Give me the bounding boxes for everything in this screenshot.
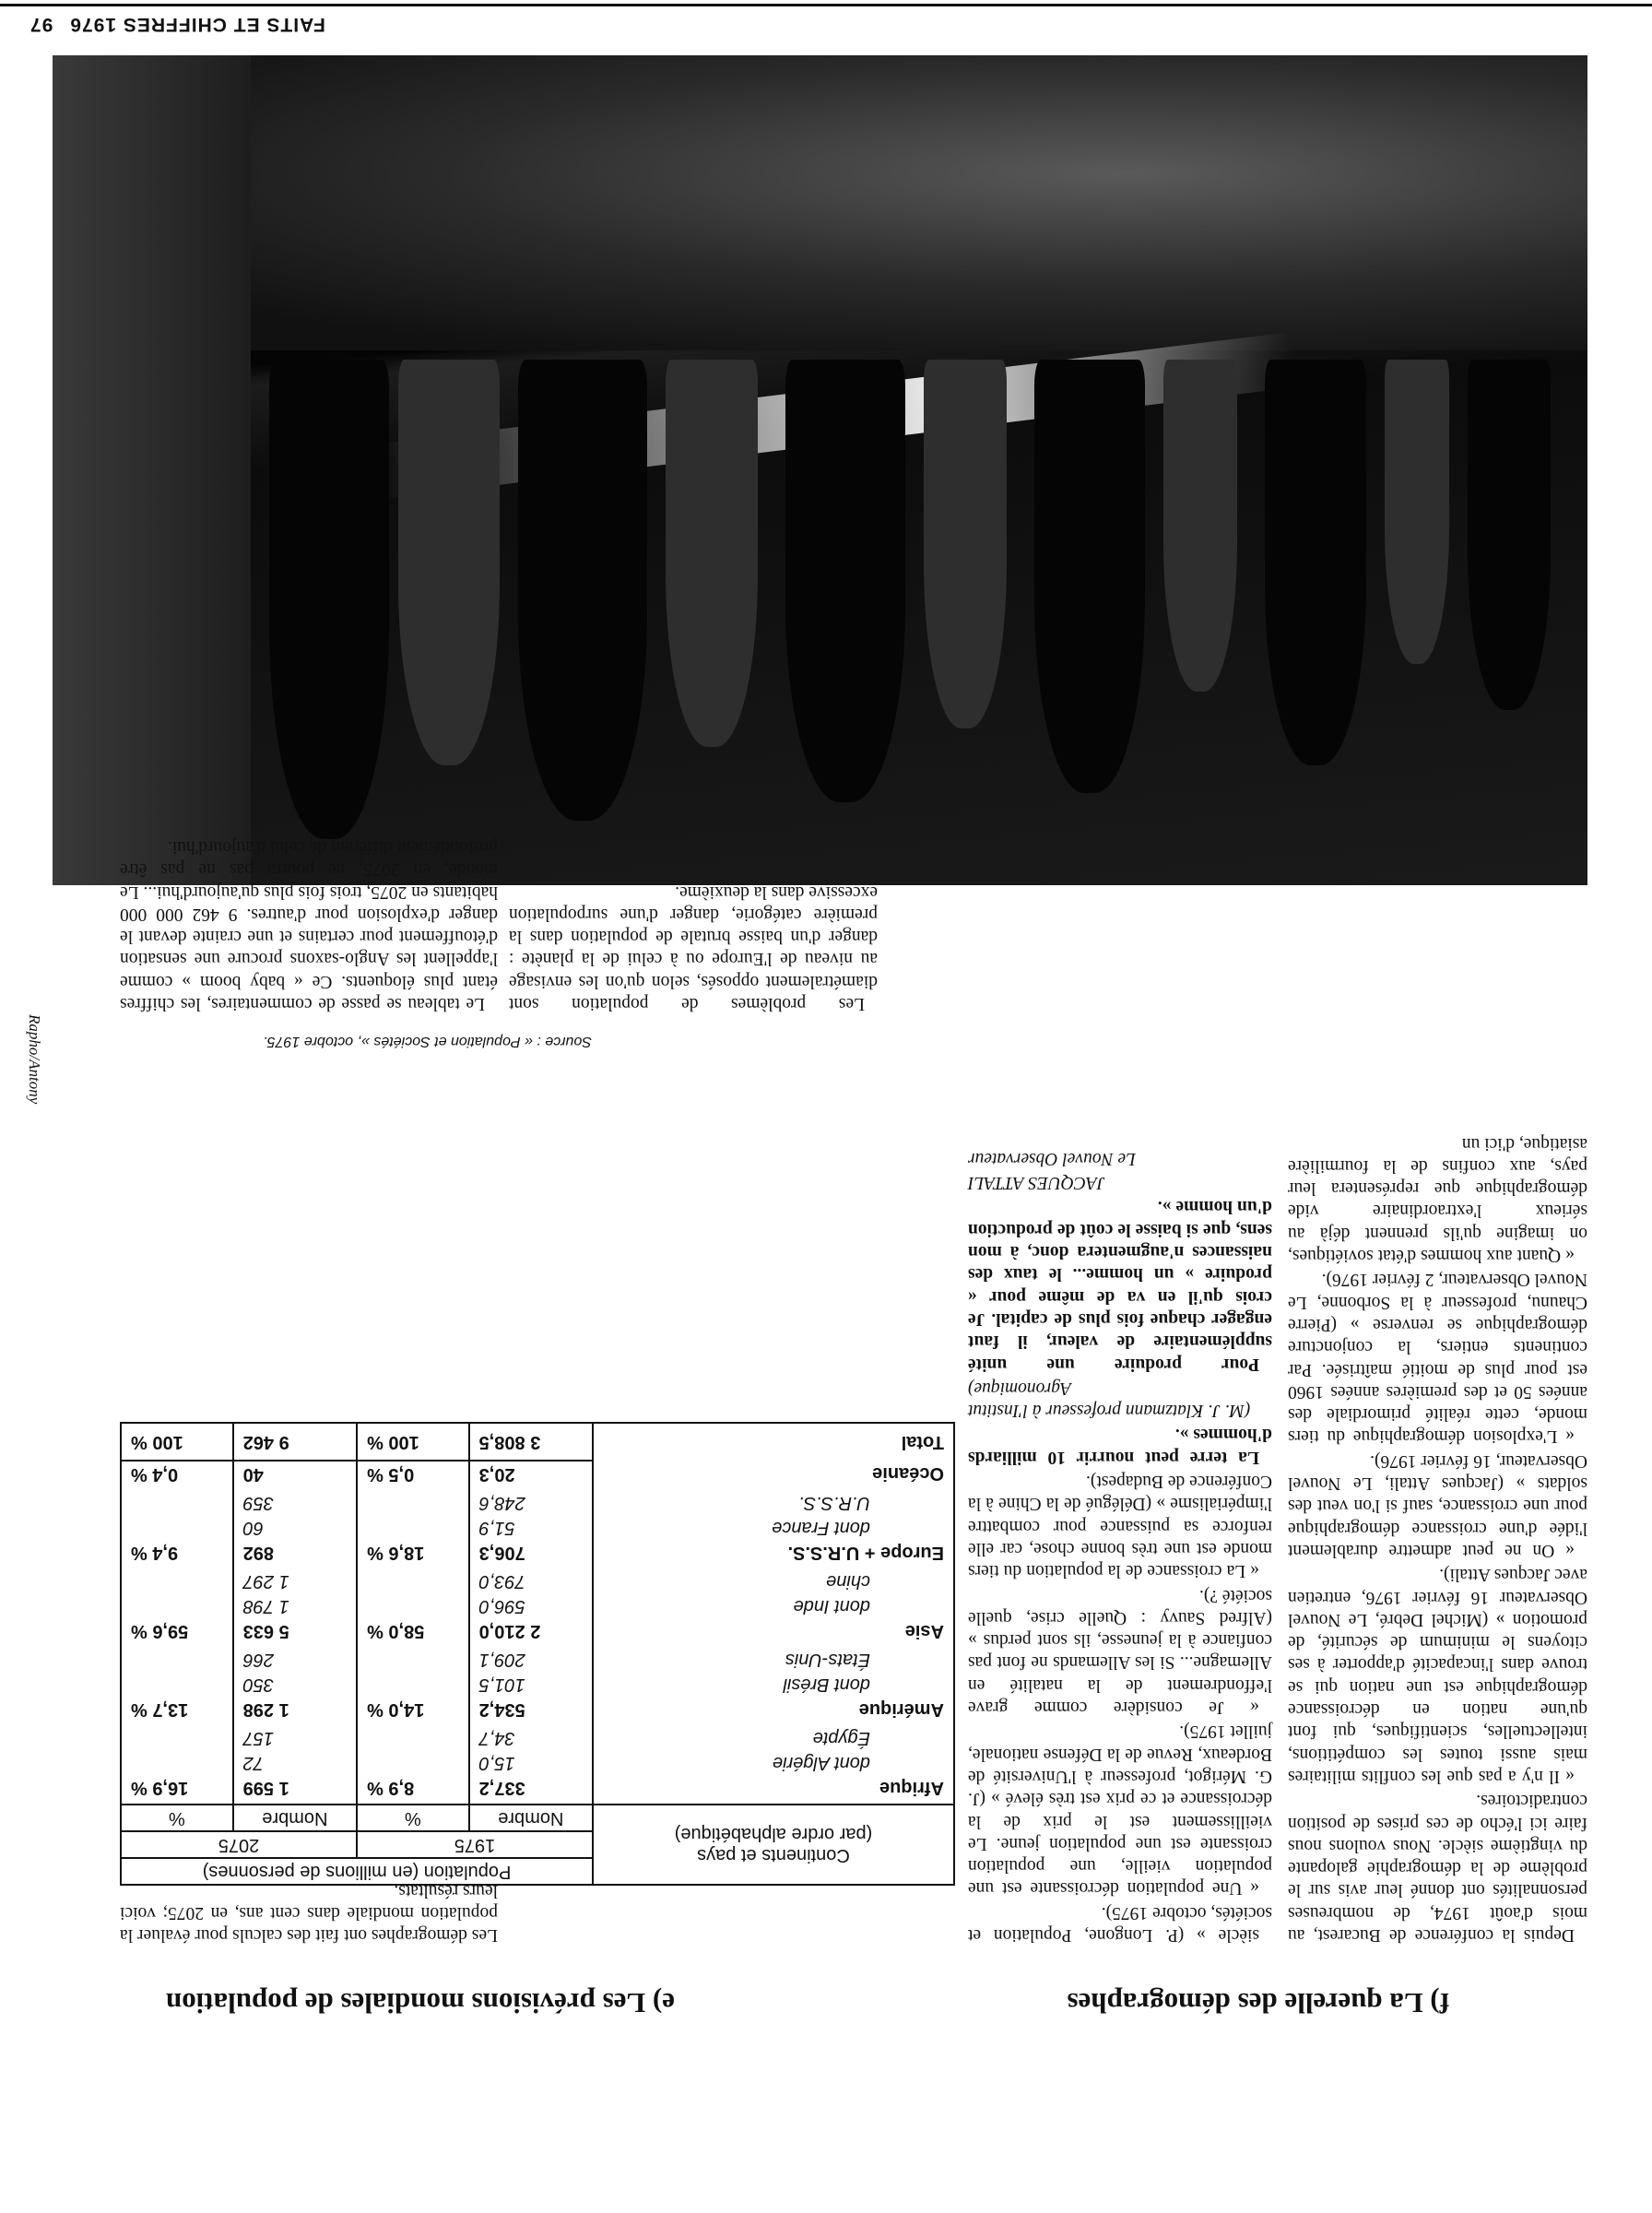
table-cell-name: Total xyxy=(593,1423,954,1461)
table-cell-n1975: 596,0 xyxy=(469,1593,593,1618)
table-cell-p1975 xyxy=(357,1515,469,1540)
table-cell-n2075: 9 462 xyxy=(233,1423,357,1461)
table-cell-n2075: 157 xyxy=(233,1725,357,1750)
table-cell-name: dont Inde xyxy=(593,1593,954,1618)
photo-figure xyxy=(269,360,389,839)
table-cell-n1975: 51,9 xyxy=(469,1515,593,1540)
photo-figure xyxy=(924,360,1007,728)
photo-sky xyxy=(53,55,1587,350)
table-cell-n1975: 15,0 xyxy=(469,1750,593,1775)
quote-paragraph: La terre peut nourrir 10 milliards d'hommes ». xyxy=(968,1425,1272,1467)
table-cell-name: Afrique xyxy=(593,1775,954,1805)
table-row xyxy=(121,1423,954,1461)
photo-figure xyxy=(518,360,647,821)
table-cell-n1975: 34,7 xyxy=(469,1725,593,1750)
table-cell-n2075: 1 298 xyxy=(233,1697,357,1725)
photo-figure xyxy=(666,360,758,747)
table-cell-p2075: 100 % xyxy=(121,1423,233,1461)
table-cell-n1975: 20,3 xyxy=(469,1461,593,1490)
table-cell-p1975 xyxy=(357,1490,469,1515)
page-number: 97 xyxy=(30,14,53,35)
running-header xyxy=(30,13,546,35)
table-row xyxy=(121,1540,954,1568)
table-cell-p2075 xyxy=(121,1750,233,1775)
table-cell-p2075: 59,6 % xyxy=(121,1618,233,1647)
table-cell-p1975 xyxy=(357,1568,469,1593)
table-cell-p1975 xyxy=(357,1750,469,1775)
table-cell-p1975 xyxy=(357,1647,469,1672)
table-cell-p1975: 100 % xyxy=(357,1423,469,1461)
table-header-population: Population (en millions de personnes) xyxy=(121,1858,593,1885)
table-row xyxy=(121,1490,954,1515)
table-cell-p2075 xyxy=(121,1515,233,1540)
photo-figure xyxy=(398,360,500,765)
table-cell-p1975: 14,0 % xyxy=(357,1697,469,1725)
table-cell-n1975: 337,2 xyxy=(469,1775,593,1805)
section-f-title: f) La querelle des démographes xyxy=(1067,1987,1449,2019)
table-cell-p2075 xyxy=(121,1672,233,1697)
section-e-column-2 xyxy=(120,835,498,1014)
table-cell-p2075: 9,4 % xyxy=(121,1540,233,1568)
photo-credit: Rapho/Antony xyxy=(26,1014,43,1105)
journal-title: FAITS ET CHIFFRES 1976 xyxy=(69,14,325,35)
population-table-body xyxy=(121,1423,954,1805)
section-e-column-1 xyxy=(509,880,878,1014)
quote-source: Le Nouvel Observateur xyxy=(968,1148,1136,1168)
table-row xyxy=(121,1568,954,1593)
table-cell-p2075 xyxy=(121,1593,233,1618)
table-cell-n2075: 1 599 xyxy=(233,1775,357,1805)
header-continents: Continents et pays xyxy=(697,1845,850,1866)
quote-paragraph: « La croissance de la population du tiers monde est une très bonne chose, car elle renforce sa puissance pour combattre l'impérialisme » (Délégué de la Chine à la Conférence de Budapest). xyxy=(968,1472,1272,1581)
table-cell-n2075: 1 798 xyxy=(233,1593,357,1618)
table-cell-p2075: 13,7 % xyxy=(121,1697,233,1725)
photo-figure xyxy=(1468,360,1551,710)
table-header-pct: % xyxy=(121,1805,233,1831)
quote-paragraph: « Quant aux hommes d'état soviétiques, on imagine qu'ils prennent déjà au sérieux l'extraordinaire vide démographique que représentera leur pays, aux confins de la fourmilière asiatique, d'ici un xyxy=(1288,1133,1587,1266)
table-row xyxy=(121,1515,954,1540)
header-order: (par ordre alphabétique) xyxy=(674,1824,873,1845)
table-cell-name: chine xyxy=(593,1568,954,1593)
table-cell-name: Amérique xyxy=(593,1697,954,1725)
photo-figure xyxy=(1265,360,1366,765)
table-cell-n1975: 209,1 xyxy=(469,1647,593,1672)
table-cell-n1975: 3 808,5 xyxy=(469,1423,593,1461)
photo-figure xyxy=(1385,360,1449,664)
table-cell-p2075 xyxy=(121,1725,233,1750)
table-row xyxy=(121,1775,954,1805)
table-cell-name: dont Algérie xyxy=(593,1750,954,1775)
section-e-title: e) Les prévisions mondiales de population xyxy=(165,1987,675,2019)
table-cell-n1975: 534,2 xyxy=(469,1697,593,1725)
table-header-year-1975: 1975 xyxy=(357,1831,593,1858)
table-cell-n1975: 706,3 xyxy=(469,1540,593,1568)
table-cell-p2075: 16,9 % xyxy=(121,1775,233,1805)
crowd-photo xyxy=(53,55,1587,885)
table-row xyxy=(121,1647,954,1672)
commentary-paragraph: Le tableau se passe de commentaires, les chiffres étant plus éloquents. Ce « baby boom » comme l'appellent les Anglo-saxons procure une sensation d'étouffement pour certains et une crainte devant le danger d'explosion pour d'autres. 9 462 000 000 habitants en 2075, trois fois plus qu'aujourd'hui... Le monde, en 2075, ne pourra pas ne pas être profondément différent de celui d'aujourd'hui. xyxy=(120,836,498,1013)
section-e-intro: Les démographes ont fait des calculs pour évaluer la population mondiale dans cent ans, en 2075; voici leurs résultats. xyxy=(120,1881,498,1945)
page-rule xyxy=(0,4,1652,6)
table-cell-n1975: 101,5 xyxy=(469,1672,593,1697)
quote-source: (M. J. Klatzmann professeur à l'Institut Agronomique) xyxy=(968,1378,1251,1421)
table-cell-p1975 xyxy=(357,1725,469,1750)
quote-paragraph: siècle » (P. Longone, Population et sociétés, octobre 1975). xyxy=(968,1902,1272,1945)
table-header-continent xyxy=(593,1805,954,1885)
photo-wall xyxy=(53,55,251,885)
table-row xyxy=(121,1672,954,1697)
table-cell-name: dont France xyxy=(593,1515,954,1540)
table-cell-p1975: 58,0 % xyxy=(357,1618,469,1647)
photo-figure xyxy=(1034,360,1145,793)
table-cell-p1975: 18,6 % xyxy=(357,1540,469,1568)
table-cell-p1975 xyxy=(357,1672,469,1697)
table-cell-n2075: 266 xyxy=(233,1647,357,1672)
table-row xyxy=(121,1697,954,1725)
commentary-paragraph: Les problèmes de population sont diamétralement opposés, selon qu'on les envisage au niveau de l'Europe ou à celui de la planète : danger d'un baisse brutale de population dans la première catégorie, danger d'une surpopulation excessive dans la deuxième. xyxy=(509,882,878,1013)
quote-paragraph: « Je considère comme grave l'effondrement de la natalité en Allemagne... Si les Allemands ne font pas confiance à la jeunesse, ils sont perdus » (Alfred Sauvy : Quelle crise, quelle société ?). xyxy=(968,1585,1272,1718)
table-cell-name: États-Unis xyxy=(593,1647,954,1672)
quote-paragraph: « Il n'y a pas que les conflits militaires mais aussi toutes les compétitions, intellectuelles, scientifiques, qui font qu'une nation en décroissance démographique est une nation qui se trouve dans l'incapacité d'apporter à ses citoyens le minimum de sécurité, de promotion » (Michel Debré, Le Nouvel Observateur 16 février 1976, entretien avec Jacques Attali). xyxy=(1288,1565,1587,1786)
quote-paragraph: « Une population décroissante est une population vieille, une population croissante est une population jeune. Le vieillissement est le prix de la décroissance et ce prix est très élevé » (J. G. Mérigot, professeur à l'Université de Bordeaux, Revue de la Défense nationale, juillet 1975). xyxy=(968,1722,1272,1899)
table-cell-name: Égypte xyxy=(593,1725,954,1750)
quote-paragraph: Depuis la conférence de Bucarest, au mois d'août 1974, de nombreuses personnalités ont donné leur avis sur le problème de la démographie galopante du vingtième siècle. Nous voulons nous faire ici l'écho de ces prises de position contradictoires. xyxy=(1288,1791,1587,1945)
population-table xyxy=(120,1422,955,1886)
photo-figure xyxy=(785,360,905,802)
table-cell-p2075: 0,4 % xyxy=(121,1461,233,1490)
table-cell-name: Océanie xyxy=(593,1461,954,1490)
photo-figure xyxy=(1163,360,1237,692)
table-cell-n2075: 892 xyxy=(233,1540,357,1568)
section-f-column-1 xyxy=(1288,1131,1587,1946)
table-row xyxy=(121,1725,954,1750)
table-row xyxy=(121,1750,954,1775)
quote-paragraph: « L'explosion démographique du tiers monde, cette réalité primordiale des années 50 et des premières années 1960 est pour plus de moitié maîtrisée. Par continents entiers, la conjoncture démographique se renverse » (Pierre Chaunu, professeur à la Sorbonne, Le Nouvel Observateur, 2 février 1976). xyxy=(1288,1270,1587,1447)
table-cell-n1975: 248,6 xyxy=(469,1490,593,1515)
table-cell-p1975 xyxy=(357,1593,469,1618)
table-cell-p1975: 8,9 % xyxy=(357,1775,469,1805)
table-header-pct: % xyxy=(357,1805,469,1831)
table-header-year-2075: 2075 xyxy=(121,1831,357,1858)
table-cell-n2075: 5 633 xyxy=(233,1618,357,1647)
table-cell-p2075 xyxy=(121,1568,233,1593)
table-header-nombre: Nombre xyxy=(469,1805,593,1831)
quote-author: JACQUES ATTALI xyxy=(968,1173,1105,1193)
table-cell-n2075: 72 xyxy=(233,1750,357,1775)
table-cell-name: dont Brésil xyxy=(593,1672,954,1697)
table-cell-n1975: 2 210,0 xyxy=(469,1618,593,1647)
table-cell-n1975: 793,0 xyxy=(469,1568,593,1593)
table-cell-name: Asie xyxy=(593,1618,954,1647)
quote-paragraph: « On ne peut admettre durablement l'idée d'une croissance démographique pour une croissance, sauf si l'on veut des soldats » (Jacques Attali, Le Nouvel Observateur, 16 février 1976). xyxy=(1288,1450,1587,1560)
table-row xyxy=(121,1461,954,1490)
table-header-nombre: Nombre xyxy=(233,1805,357,1831)
section-f-column-2 xyxy=(968,1147,1272,1946)
table-cell-n2075: 1 297 xyxy=(233,1568,357,1593)
table-cell-name: U.R.S.S. xyxy=(593,1490,954,1515)
table-cell-name: Europe + U.R.S.S. xyxy=(593,1540,954,1568)
table-row xyxy=(121,1593,954,1618)
table-row xyxy=(121,1618,954,1647)
table-cell-n2075: 60 xyxy=(233,1515,357,1540)
table-cell-p2075 xyxy=(121,1647,233,1672)
table-cell-n2075: 350 xyxy=(233,1672,357,1697)
table-cell-n2075: 359 xyxy=(233,1490,357,1515)
table-source: Source : « Population et Sociétés », octobre 1975. xyxy=(263,1034,592,1049)
quote-paragraph: Pour produire une unité supplémentaire de valeur, il faut engager chaque fois plus de capital. Je crois qu'il en va de même pour « produire » un homme... le taux des naissances n'augmentera donc, à mon sens, que si baisse le coût de production d'un homme ». xyxy=(968,1197,1272,1374)
table-cell-p2075 xyxy=(121,1490,233,1515)
table-cell-p1975: 0,5 % xyxy=(357,1461,469,1490)
table-cell-n2075: 40 xyxy=(233,1461,357,1490)
